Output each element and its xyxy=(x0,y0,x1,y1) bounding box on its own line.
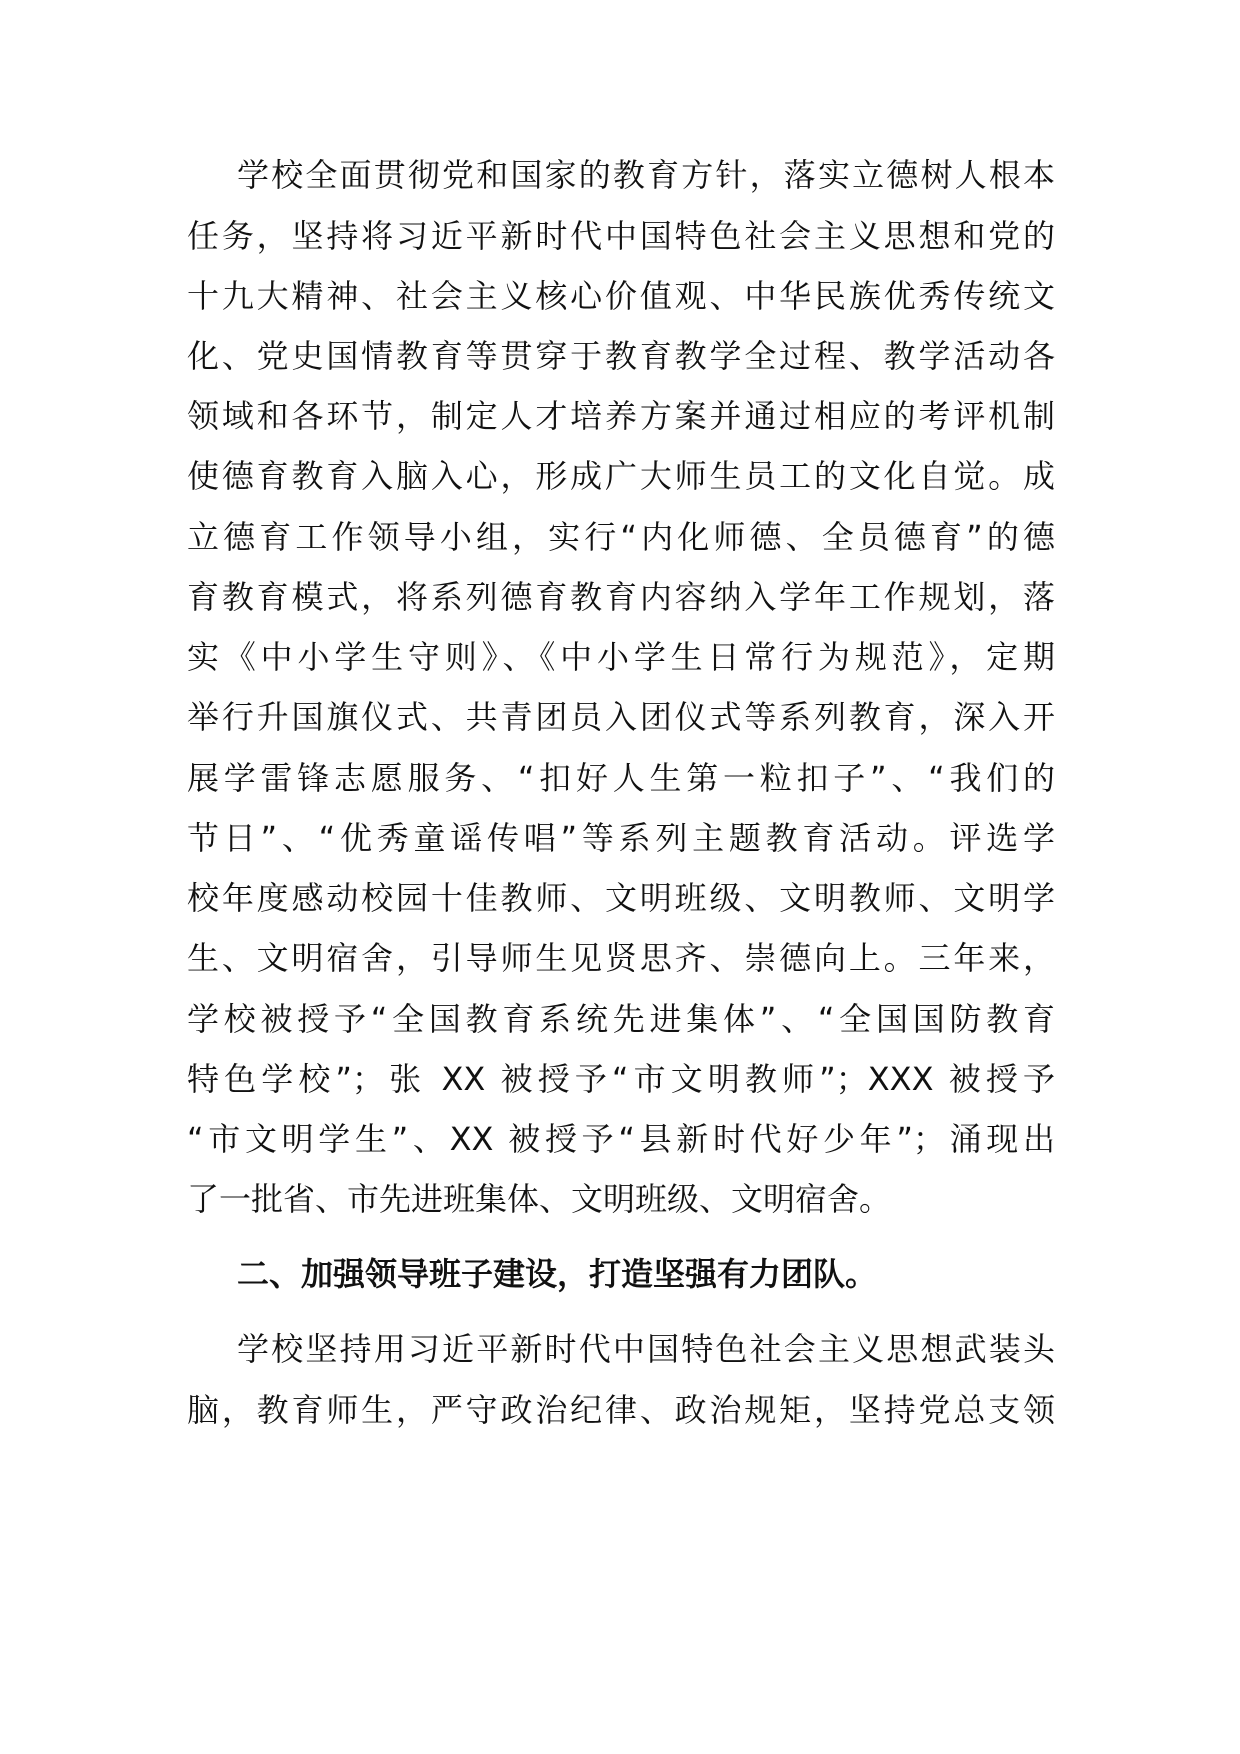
paragraph-line: 立德育工作领导小组，实行“内化师德、全员德育”的德 xyxy=(187,518,1055,556)
paragraph-line: 化、党史国情教育等贯穿于教育教学全过程、教学活动各 xyxy=(187,337,1055,375)
paragraph-line: 育教育模式，将系列德育教育内容纳入学年工作规划，落 xyxy=(187,578,1055,616)
paragraph-line: 十九大精神、社会主义核心价值观、中华民族优秀传统文 xyxy=(187,277,1055,315)
paragraph-line: 校年度感动校园十佳教师、文明班级、文明教师、文明学 xyxy=(187,879,1055,917)
paragraph-line: 学校被授予“全国教育系统先进集体”、“全国国防教育 xyxy=(187,1000,1055,1038)
paragraph-line: 节日”、“优秀童谣传唱”等系列主题教育活动。评选学 xyxy=(187,819,1055,857)
paragraph-line: “市文明学生”、XX 被授予“县新时代好少年”；涌现出 xyxy=(187,1120,1055,1158)
paragraph-line: 举行升国旗仪式、共青团员入团仪式等系列教育，深入开 xyxy=(187,698,1055,736)
paragraph-line: 生、文明宿舍，引导师生见贤思齐、崇德向上。三年来， xyxy=(187,939,1055,977)
paragraph-line: 领域和各环节，制定人才培养方案并通过相应的考评机制 xyxy=(187,397,1055,435)
paragraph-line: 学校坚持用习近平新时代中国特色社会主义思想武装头 xyxy=(237,1330,1055,1368)
paragraph-line: 实《中小学生守则》、《中小学生日常行为规范》，定期 xyxy=(187,638,1055,676)
paragraph-line: 任务，坚持将习近平新时代中国特色社会主义思想和党的 xyxy=(187,217,1055,255)
paragraph-line: 学校全面贯彻党和国家的教育方针，落实立德树人根本 xyxy=(237,156,1055,194)
paragraph-line: 特色学校”；张 XX 被授予“市文明教师”；XXX 被授予 xyxy=(187,1060,1055,1098)
paragraph-line: 了一批省、市先进班集体、文明班级、文明宿舍。 xyxy=(187,1180,892,1218)
paragraph-line: 使德育教育入脑入心，形成广大师生员工的文化自觉。成 xyxy=(187,457,1055,495)
paragraph-line: 脑，教育师生，严守政治纪律、政治规矩，坚持党总支领 xyxy=(187,1391,1055,1429)
paragraph-line: 展学雷锋志愿服务、“扣好人生第一粒扣子”、“我们的 xyxy=(187,759,1055,797)
section-heading: 二、加强领导班子建设，打造坚强有力团队。 xyxy=(237,1255,878,1293)
